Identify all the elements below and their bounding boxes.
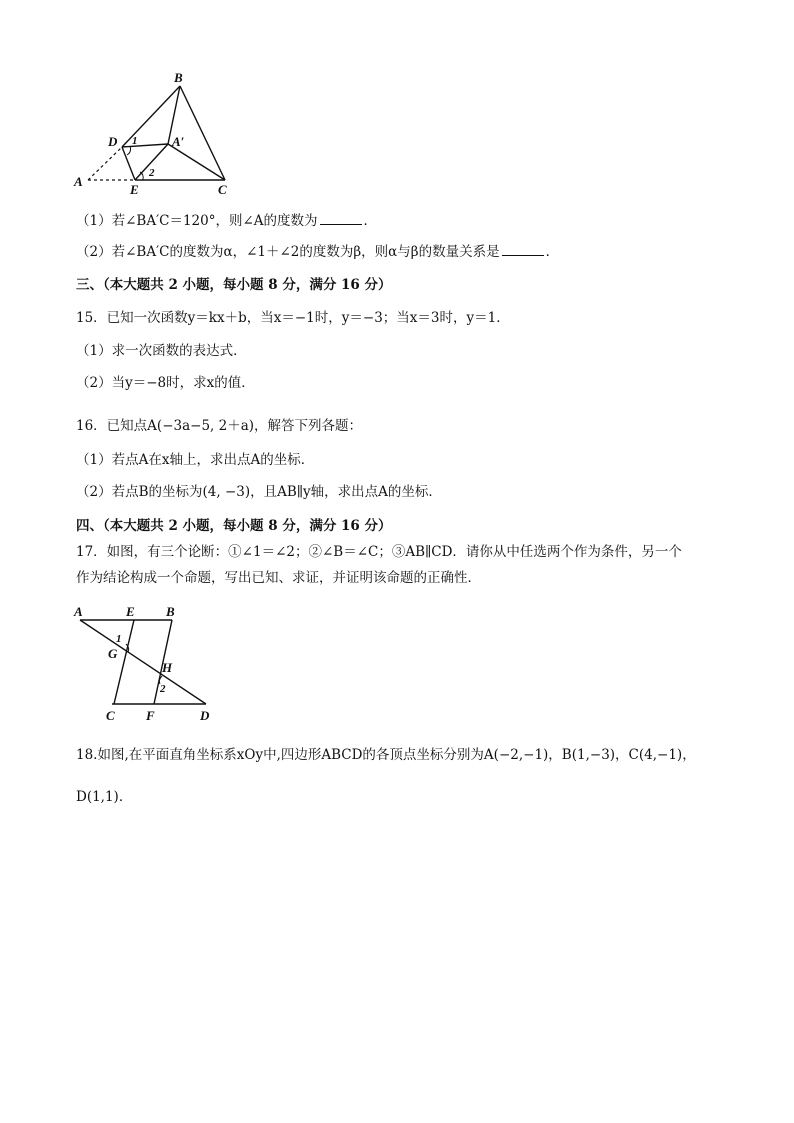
q14-sub1-text: （1）若∠BA′C＝120°，则∠A的度数为 bbox=[76, 213, 318, 229]
answer-blank[interactable] bbox=[502, 243, 544, 256]
q16-sub2: （2）若点B的坐标为(4, −3)，且AB∥y轴，求出点A的坐标． bbox=[76, 484, 442, 500]
q14-sub2-text: （2）若∠BA′C的度数为α，∠1＋∠2的度数为β，则α与β的数量关系是 bbox=[76, 244, 500, 260]
label-D: D bbox=[108, 134, 118, 149]
label-H: H bbox=[162, 660, 173, 675]
q17-line2: 作为结论构成一个命题，写出已知、求证，并证明该命题的正确性． bbox=[76, 570, 481, 586]
q15-stem: 15．已知一次函数y＝kx＋b，当x＝−1时，y＝−3；当x＝3时，y＝1． bbox=[76, 310, 510, 326]
label-A: A bbox=[74, 604, 83, 619]
label-G: G bbox=[108, 646, 118, 661]
q15-sub2: （2）当y＝−8时，求x的值． bbox=[76, 375, 255, 391]
label-E: E bbox=[130, 182, 139, 197]
triangle-diagram bbox=[70, 68, 250, 198]
label-C: C bbox=[106, 708, 115, 723]
q18-line2: D(1,1)． bbox=[76, 789, 133, 805]
q16-sub1: （1）若点A在x轴上，求出点A的坐标． bbox=[76, 452, 315, 468]
angle-label-2: 2 bbox=[160, 683, 166, 695]
angle-label-1: 1 bbox=[132, 135, 138, 147]
label-C: C bbox=[218, 182, 227, 197]
q14-sub2 bbox=[76, 243, 559, 261]
q15-sub1: （1）求一次函数的表达式． bbox=[76, 343, 247, 359]
q14-sub1-end: ． bbox=[363, 213, 378, 229]
figure-triangle bbox=[70, 68, 250, 198]
label-B: B bbox=[166, 604, 175, 619]
section-3-title: 三、（本大题共 2 小题，每小题 8 分，满分 16 分） bbox=[76, 277, 392, 293]
parallel-lines-diagram bbox=[70, 600, 220, 728]
answer-blank[interactable] bbox=[320, 212, 362, 225]
label-F: F bbox=[146, 708, 155, 723]
angle-label-2: 2 bbox=[149, 167, 155, 179]
figure-parallel-lines bbox=[70, 600, 220, 728]
label-A: A bbox=[74, 174, 83, 189]
label-B: B bbox=[174, 70, 183, 85]
label-A-prime: A′ bbox=[172, 134, 185, 149]
q17-line1: 17．如图，有三个论断：①∠1＝∠2；②∠B＝∠C；③AB∥CD．请你从中任选两个作为条件，另一个 bbox=[76, 544, 682, 560]
section-4-title: 四、（本大题共 2 小题，每小题 8 分，满分 16 分） bbox=[76, 518, 392, 534]
angle-label-1: 1 bbox=[116, 633, 122, 645]
q14-sub2-end: ． bbox=[545, 244, 560, 260]
q14-sub1 bbox=[76, 212, 377, 230]
label-E: E bbox=[126, 604, 135, 619]
label-D: D bbox=[200, 708, 210, 723]
q16-stem: 16．已知点A(−3a−5, 2＋a)，解答下列各题： bbox=[76, 418, 363, 434]
q18-line1: 18.如图,在平面直角坐标系xOy中,四边形ABCD的各顶点坐标分别为A(−2,−1)，B(1,−3)，C(4,−1)， bbox=[76, 747, 696, 763]
